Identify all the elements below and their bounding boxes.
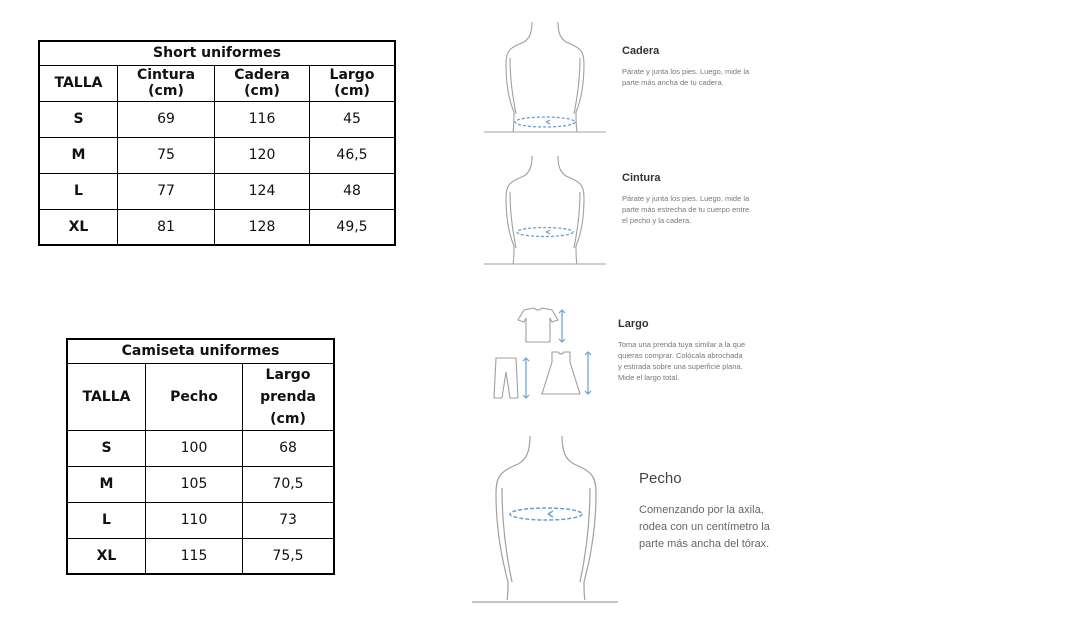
torso-chest-icon (470, 432, 620, 604)
length-guide-title: Largo (618, 318, 649, 330)
header-largo: Largo (cm) (310, 65, 396, 101)
table-cell: 116 (215, 101, 310, 137)
table-cell: 120 (215, 137, 310, 173)
size-label: XL (67, 538, 146, 574)
size-label: L (39, 173, 118, 209)
size-label: M (39, 137, 118, 173)
torso-hip-icon (480, 18, 610, 136)
hip-measure-figure (480, 18, 610, 136)
table-row (39, 173, 395, 209)
table-row (67, 430, 334, 466)
table-row (39, 101, 395, 137)
header-cadera: Cadera (cm) (215, 65, 310, 101)
chest-guide-title: Pecho (639, 470, 682, 487)
table-row (39, 209, 395, 245)
header-cintura: Cintura (cm) (118, 65, 215, 101)
short-size-table (38, 40, 396, 246)
table-cell: 70,5 (243, 466, 335, 502)
length-guide-text: Toma una prenda tuya similar a la que quieras comprar. Colócala abrochada y estirada sobre una superficie plana. Mide el largo total. (618, 340, 746, 382)
table-cell: 68 (243, 430, 335, 466)
shirt-table-title: Camiseta uniformes (67, 339, 334, 363)
size-label: L (67, 502, 146, 538)
header-pecho: Pecho (146, 363, 243, 430)
table-cell: 46,5 (310, 137, 396, 173)
hip-guide-title: Cadera (622, 45, 660, 57)
table-cell: 48 (310, 173, 396, 209)
garment-length-icon (488, 302, 598, 402)
table-row (67, 502, 334, 538)
size-label: M (67, 466, 146, 502)
table-row (39, 137, 395, 173)
table-cell: 45 (310, 101, 396, 137)
chest-measure-figure (470, 432, 620, 604)
table-cell: 105 (146, 466, 243, 502)
table-cell: 128 (215, 209, 310, 245)
waist-measure-figure (480, 152, 610, 268)
table-cell: 75 (118, 137, 215, 173)
table-cell: 81 (118, 209, 215, 245)
size-label: S (67, 430, 146, 466)
size-label: S (39, 101, 118, 137)
size-label: XL (39, 209, 118, 245)
table-cell: 115 (146, 538, 243, 574)
waist-guide-title: Cintura (622, 172, 661, 184)
shirt-size-table (66, 338, 335, 575)
header-talla: TALLA (39, 65, 118, 101)
table-cell: 110 (146, 502, 243, 538)
length-measure-figure (488, 302, 598, 402)
short-table-title: Short uniformes (39, 41, 395, 65)
header-talla: TALLA (67, 363, 146, 430)
table-cell: 100 (146, 430, 243, 466)
table-row (67, 466, 334, 502)
table-row (67, 538, 334, 574)
table-cell: 75,5 (243, 538, 335, 574)
torso-waist-icon (480, 152, 610, 268)
header-largo-prenda: Largo prenda (cm) (243, 363, 335, 430)
waist-guide-text: Párate y junta los pies. Luego, mide la parte más estrecha de tu cuerpo entre el pecho y la cadera. (622, 194, 750, 225)
table-cell: 73 (243, 502, 335, 538)
table-cell: 69 (118, 101, 215, 137)
chest-guide-text: Comenzando por la axila, rodea con un centímetro la parte más ancha del tórax. (639, 504, 770, 550)
hip-guide-text: Párate y junta los pies. Luego, mide la parte más ancha de tu cadera. (622, 67, 750, 87)
table-cell: 49,5 (310, 209, 396, 245)
table-cell: 124 (215, 173, 310, 209)
table-cell: 77 (118, 173, 215, 209)
